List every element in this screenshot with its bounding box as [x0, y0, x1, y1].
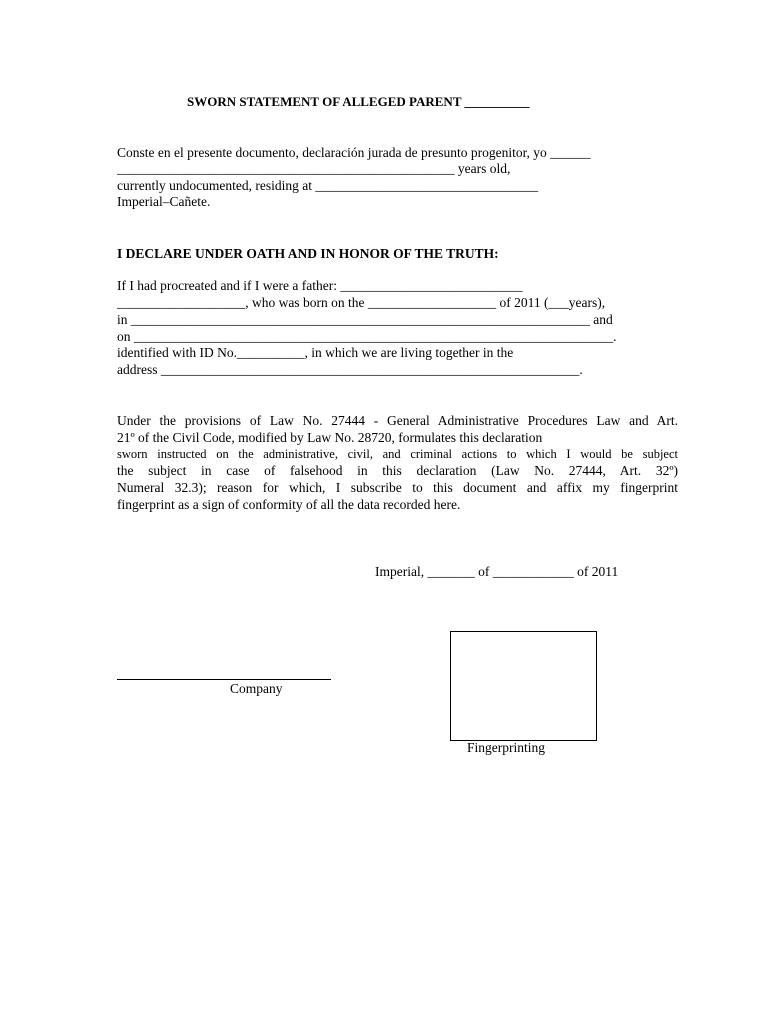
declaration-line-2: ___________________, who was born on the ___________________ of 2011 (___years),	[117, 295, 606, 310]
declaration-line-6: address ______________________________________________________________.	[117, 362, 583, 377]
document-title: SWORN STATEMENT OF ALLEGED PARENT __________	[187, 94, 530, 109]
declaration-line-3: in ____________________________________________________________________ and	[117, 312, 613, 327]
declaration-line-1: If I had procreated and if I were a father: ___________________________	[117, 278, 523, 293]
date-line: Imperial, _______ of ____________ of 2011	[375, 564, 619, 579]
legal-line-5: Numeral 32.3); reason for which, I subscribe to this document and affix my fingerprint	[117, 480, 678, 495]
legal-line-3: sworn instructed on the administrative, civil, and criminal actions to which I would be subject	[117, 447, 678, 461]
fingerprint-box	[450, 631, 597, 741]
legal-line-6: fingerprint as a sign of conformity of all the data recorded here.	[117, 497, 461, 512]
signature-line	[117, 679, 331, 680]
fingerprint-label: Fingerprinting	[467, 740, 545, 755]
intro-line-1: Conste en el presente documento, declaración jurada de presunto progenitor, yo ______	[117, 145, 591, 160]
signature-label: Company	[230, 681, 283, 696]
intro-line-4: Imperial–Cañete.	[117, 194, 211, 209]
declaration-line-5: identified with ID No.__________, in which we are living together in the	[117, 345, 514, 360]
declaration-line-4: on _______________________________________________________________________.	[117, 329, 617, 344]
intro-line-2: __________________________________________________ years old,	[117, 161, 511, 176]
legal-line-2: 21º of the Civil Code, modified by Law No. 28720, formulates this declaration	[117, 430, 543, 445]
intro-line-3: currently undocumented, residing at _________________________________	[117, 178, 539, 193]
legal-line-4: the subject in case of falsehood in this declaration (Law No. 27444, Art. 32º)	[117, 463, 678, 478]
oath-heading: I DECLARE UNDER OATH AND IN HONOR OF THE TRUTH:	[117, 246, 499, 261]
legal-line-1: Under the provisions of Law No. 27444 - General Administrative Procedures Law and Art.	[117, 413, 678, 428]
